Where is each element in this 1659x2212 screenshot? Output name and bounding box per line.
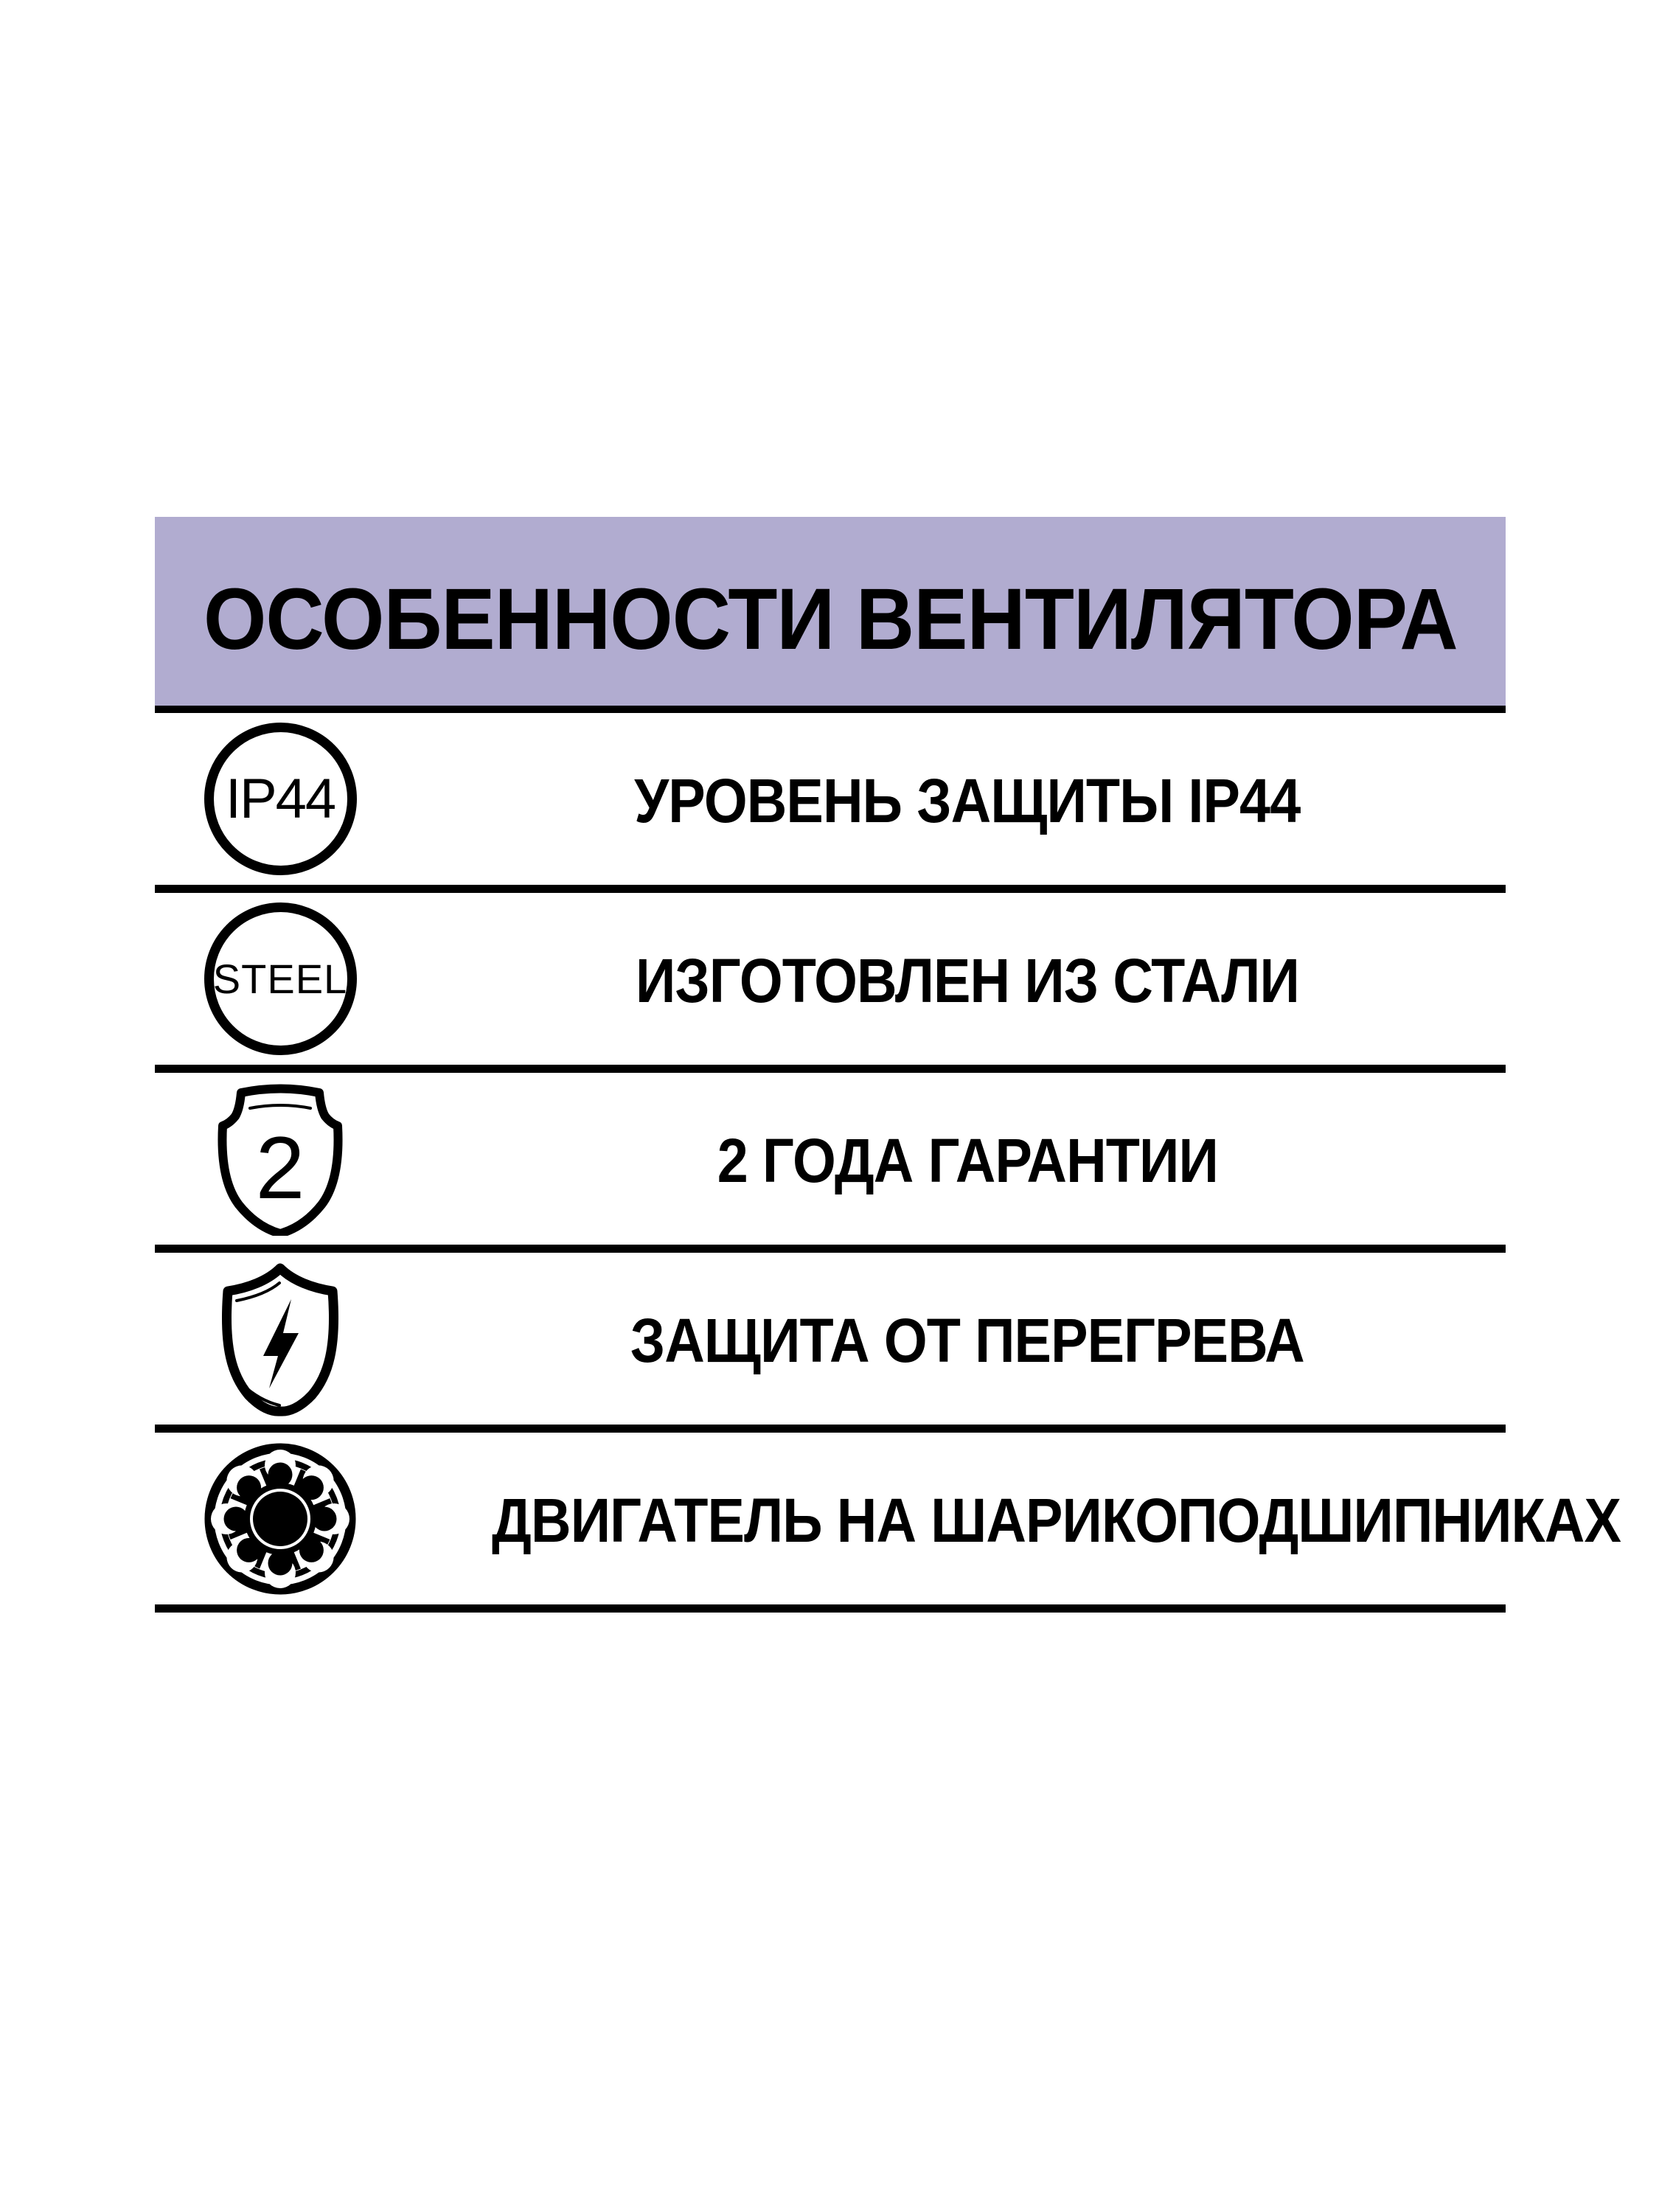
- row-divider: [155, 885, 1506, 893]
- overheat-shield-bolt-icon: [215, 1261, 346, 1416]
- page-title: ОСОБЕННОСТИ ВЕНТИЛЯТОРА: [203, 571, 1458, 668]
- feature-row-steel: [155, 893, 1506, 1065]
- ball-bearing-icon: [204, 1443, 356, 1595]
- row-divider: [155, 1065, 1506, 1073]
- feature-row-warranty: [155, 1073, 1506, 1245]
- feature-label-steel: ИЗГОТОВЛЕН ИЗ СТАЛИ: [636, 946, 1299, 1015]
- row-divider: [155, 1425, 1506, 1433]
- lightning-bolt-glyph: [263, 1299, 299, 1388]
- warranty-years-label: 2: [255, 1118, 305, 1217]
- feature-label-overheat: ЗАЩИТА ОТ ПЕРЕГРЕВА: [630, 1306, 1304, 1375]
- feature-row-bearing: [155, 1433, 1621, 1604]
- feature-label-warranty: 2 ГОДА ГАРАНТИИ: [717, 1126, 1218, 1195]
- row-divider: [155, 1245, 1506, 1253]
- bottom-divider: [155, 1604, 1506, 1613]
- header-divider: [155, 706, 1506, 713]
- feature-row-overheat: [155, 1253, 1506, 1425]
- warranty-shield-icon: [212, 1082, 349, 1236]
- feature-label-ip44: УРОВЕНЬ ЗАЩИТЫ IP44: [634, 766, 1301, 835]
- feature-row-ip44: [155, 713, 1506, 885]
- header-band: [155, 517, 1506, 706]
- feature-label-bearing: ДВИГАТЕЛЬ НА ШАРИКОПОДШИПНИКАХ: [492, 1486, 1621, 1555]
- features-panel: [155, 517, 1621, 1613]
- steel-circle-icon: [204, 902, 357, 1055]
- ip44-icon-label: IP44: [225, 768, 335, 830]
- ip44-circle-icon: [204, 723, 357, 875]
- bearing-rings: [209, 1448, 351, 1590]
- steel-icon-label: STEEL: [212, 956, 348, 1002]
